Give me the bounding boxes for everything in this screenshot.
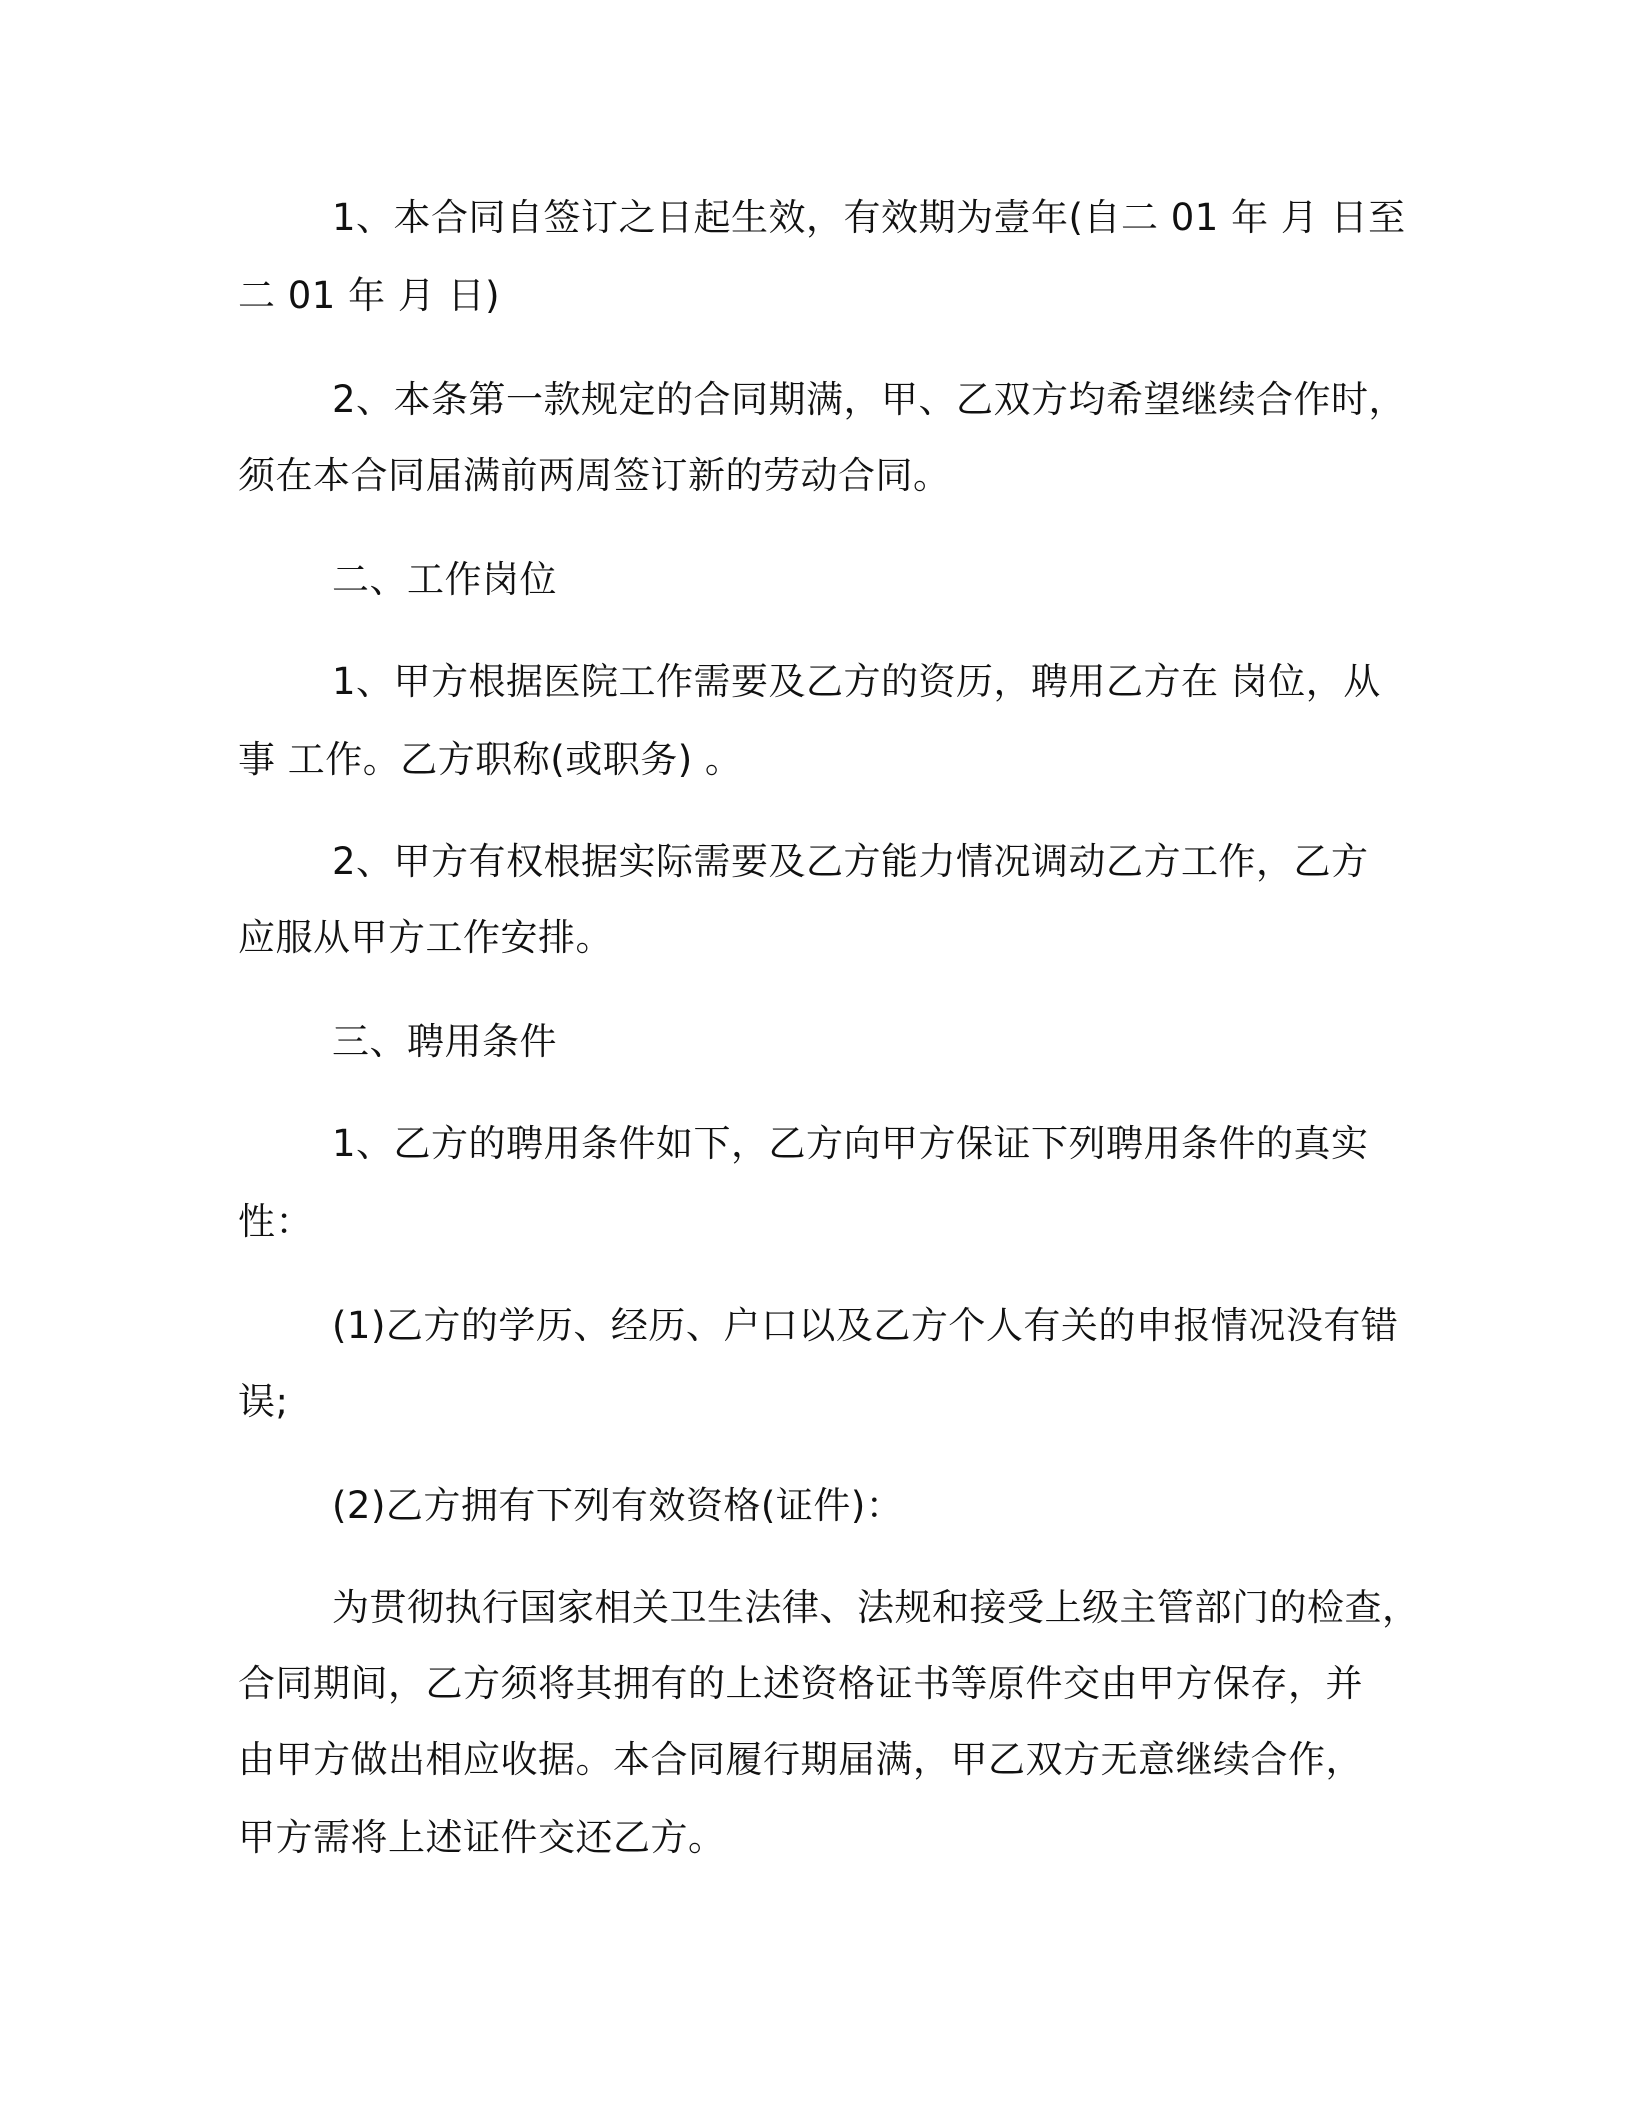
clause-2-2-line-2: 应服从甲方工作安排。 [238, 916, 613, 959]
clause-1-1-line-1: 1、本合同自签订之日起生效，有效期为壹年(自二 01 年 月 日至 [332, 196, 1406, 239]
clause-2-2-line-1: 2、甲方有权根据实际需要及乙方能力情况调动乙方工作，乙方 [332, 840, 1369, 883]
clause-1-2-line-2: 须在本合同届满前两周签订新的劳动合同。 [238, 454, 951, 497]
clause-3-1-line-1: 1、乙方的聘用条件如下，乙方向甲方保证下列聘用条件的真实 [332, 1122, 1369, 1165]
clause-1-2-line-1: 2、本条第一款规定的合同期满，甲、乙双方均希望继续合作时， [332, 378, 1407, 421]
clause-2-1-line-1: 1、甲方根据医院工作需要及乙方的资历，聘用乙方在 岗位，从 [332, 660, 1381, 703]
clause-2-1-line-2: 事 工作。乙方职称(或职务) 。 [238, 738, 743, 781]
paragraph-line-1: 为贯彻执行国家相关卫生法律、法规和接受上级主管部门的检查， [332, 1586, 1420, 1629]
paragraph-line-2: 合同期间，乙方须将其拥有的上述资格证书等原件交由甲方保存，并 [238, 1662, 1363, 1705]
section-heading-3: 三、聘用条件 [332, 1020, 557, 1063]
item-1-line-2: 误; [238, 1380, 289, 1423]
paragraph-line-4: 甲方需将上述证件交还乙方。 [238, 1816, 726, 1859]
clause-1-1-line-2: 二 01 年 月 日) [238, 274, 501, 317]
paragraph-line-3: 由甲方做出相应收据。本合同履行期届满，甲乙双方无意继续合作， [238, 1738, 1363, 1781]
clause-3-1-line-2: 性： [238, 1200, 313, 1243]
item-2: (2)乙方拥有下列有效资格(证件)： [332, 1484, 904, 1527]
item-1-line-1: (1)乙方的学历、经历、户口以及乙方个人有关的申报情况没有错 [332, 1304, 1399, 1347]
section-heading-2: 二、工作岗位 [332, 558, 557, 601]
